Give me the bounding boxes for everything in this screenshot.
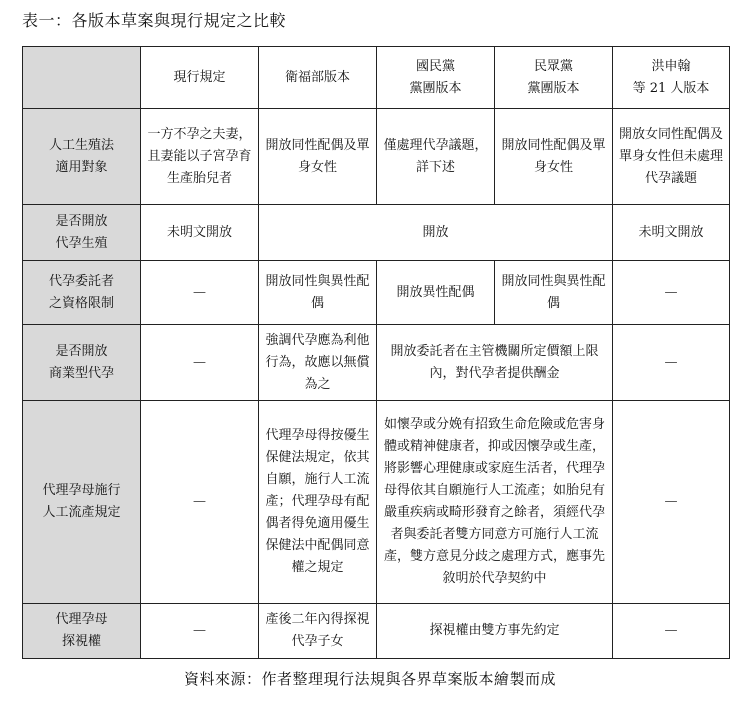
cell-current: —	[141, 325, 259, 401]
row-visitation-rights	[23, 604, 730, 659]
cell-kmt: 僅處理代孕議題，詳下述	[377, 109, 495, 205]
row-applicability	[23, 109, 730, 205]
header-hung	[613, 47, 730, 109]
cell-hung: —	[613, 261, 730, 325]
row-label	[23, 205, 141, 261]
header-moh: 衛福部版本	[259, 47, 377, 109]
row-label-line2: 之資格限制	[48, 295, 114, 311]
header-kmt-line2: 黨團版本	[409, 80, 462, 96]
cell-merged-abortion: 如懷孕或分娩有招致生命危險或危害身體或精神健康者，抑或因懷孕或生產，將影響心理健康或家庭生活者，代理孕母得依其自願施行人工流產；如胎兒有嚴重疾病或畸形發育之餘者，須經代孕者與委託者雙方同意方可施行人工流產，雙方意見分歧之處理方式，應事先敘明於代孕契約中	[377, 401, 613, 604]
header-hung-line2: 等 21 人版本	[632, 80, 710, 96]
row-label	[23, 604, 141, 659]
row-label	[23, 401, 141, 604]
row-label-line1: 代理孕母施行	[42, 483, 121, 498]
cell-hung: —	[613, 604, 730, 659]
cell-hung: 開放女同性配偶及單身女性但未處理代孕議題	[613, 109, 730, 205]
header-tpp	[495, 47, 613, 109]
row-label	[23, 261, 141, 325]
row-commercial-surrogacy	[23, 325, 730, 401]
cell-merged-open: 開放	[259, 205, 613, 261]
cell-merged-compensation: 開放委託者在主管機關所定價額上限內，對代孕者提供酬金	[377, 325, 613, 401]
cell-moh: 產後二年內得探視代孕子女	[259, 604, 377, 659]
cell-kmt: 開放異性配偶	[377, 261, 495, 325]
cell-moh: 開放同性與異性配偶	[259, 261, 377, 325]
row-commissioner-eligibility	[23, 261, 730, 325]
row-label-line2: 探視權	[61, 634, 101, 649]
header-hung-line1: 洪申翰	[651, 58, 691, 74]
header-kmt-line1: 國民黨	[415, 58, 455, 74]
row-label	[23, 109, 141, 205]
row-abortion-rules	[23, 401, 730, 604]
row-label-line1: 代孕委託者	[48, 273, 114, 289]
row-label-line2: 商業型代孕	[48, 365, 114, 381]
header-current: 現行規定	[141, 47, 259, 109]
cell-current: —	[141, 401, 259, 604]
row-label-line2: 人工流產規定	[42, 505, 121, 520]
cell-current: —	[141, 604, 259, 659]
comparison-table	[22, 46, 730, 659]
header-corner	[23, 47, 141, 109]
cell-moh: 代理孕母得按優生保健法規定，依其自願，施行人工流產；代理孕母有配偶者得免適用優生保健法中配偶同意權之規定	[259, 401, 377, 604]
cell-current: 一方不孕之夫妻，且妻能以子宮孕育生產胎兒者	[141, 109, 259, 205]
cell-hung: 未明文開放	[613, 205, 730, 261]
row-surrogacy-open	[23, 205, 730, 261]
cell-merged-visitation: 探視權由雙方事先約定	[377, 604, 613, 659]
cell-hung: —	[613, 325, 730, 401]
header-kmt	[377, 47, 495, 109]
header-row	[23, 47, 730, 109]
cell-moh: 強調代孕應為利他行為，故應以無償為之	[259, 325, 377, 401]
row-label	[23, 325, 141, 401]
table-caption: 表一：各版本草案與現行規定之比較	[22, 11, 287, 30]
cell-current: —	[141, 261, 259, 325]
row-label-line2: 代孕生殖	[55, 235, 108, 251]
cell-current: 未明文開放	[141, 205, 259, 261]
row-label-line1: 是否開放	[55, 213, 108, 229]
row-label-line1: 人工生殖法	[48, 137, 114, 153]
cell-tpp: 開放同性與異性配偶	[495, 261, 613, 325]
cell-tpp: 開放同性配偶及單身女性	[495, 109, 613, 205]
comparison-table-wrapper	[22, 46, 730, 659]
cell-hung: —	[613, 401, 730, 604]
header-tpp-line1: 民眾黨	[533, 58, 573, 74]
cell-moh: 開放同性配偶及單身女性	[259, 109, 377, 205]
row-label-line1: 代理孕母	[55, 612, 108, 627]
source-note: 資料來源：作者整理現行法規與各界草案版本繪製而成	[183, 670, 556, 688]
row-label-line2: 適用對象	[55, 159, 108, 175]
header-tpp-line2: 黨團版本	[527, 80, 580, 96]
row-label-line1: 是否開放	[55, 343, 108, 359]
